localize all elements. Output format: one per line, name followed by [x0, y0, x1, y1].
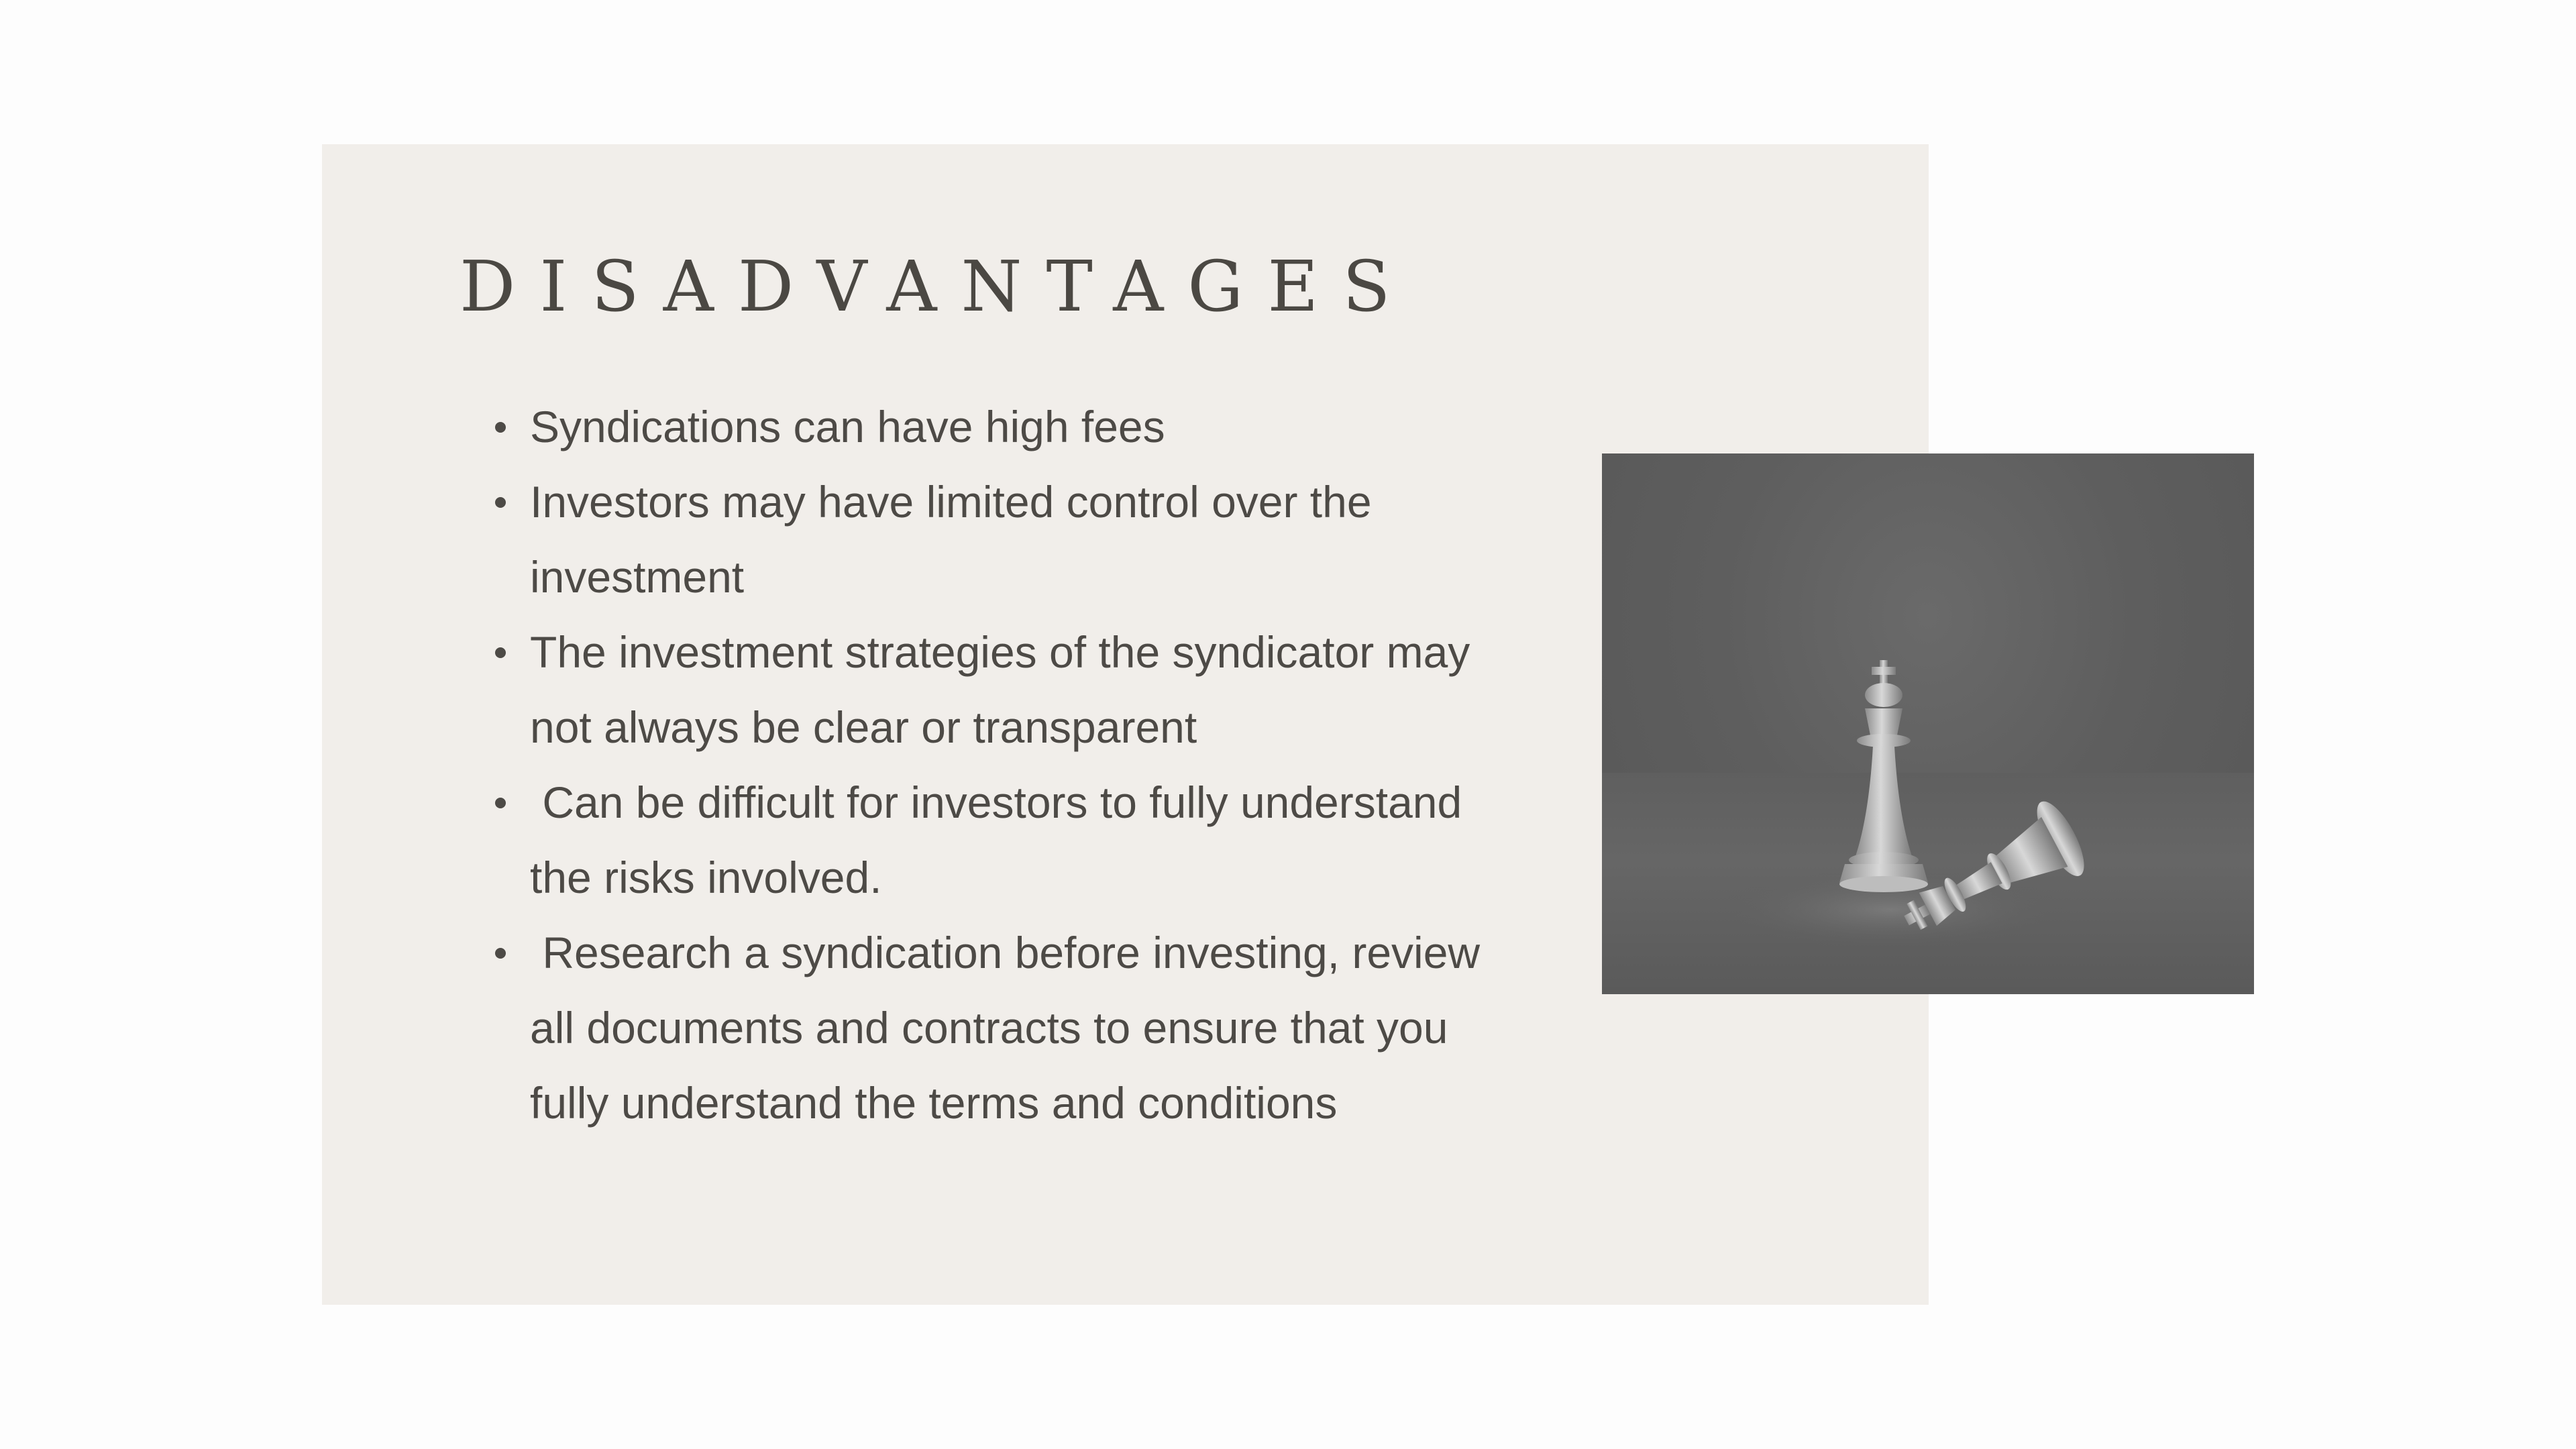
bullet-item: [530, 389, 1489, 464]
bullet-text: Can be difficult for investors to fully understand the risks involved.: [530, 777, 1474, 902]
bullet-dot-icon: [495, 422, 506, 433]
bullet-item: [530, 765, 1489, 915]
slide-title: DISADVANTAGES: [460, 246, 1415, 327]
chess-photo: [1602, 453, 2254, 994]
bullet-item: [530, 614, 1489, 765]
bullet-text: Investors may have limited control over the investment: [530, 477, 1372, 602]
bullet-text: Research a syndication before investing, review all documents and contracts to ensure that you fully understand the terms and conditions: [530, 928, 1493, 1128]
bullet-dot-icon: [495, 948, 506, 959]
chess-pieces-icon: [1602, 453, 2254, 994]
bullet-dot-icon: [495, 798, 506, 808]
standing-king-icon: [1839, 660, 1928, 892]
bullet-dot-icon: [495, 497, 506, 508]
bullet-item: [530, 915, 1493, 1140]
bullet-text: The investment strategies of the syndicator may not always be clear or transparent: [530, 627, 1470, 752]
bullet-item: [530, 464, 1489, 614]
bullet-text: Syndications can have high fees: [530, 402, 1165, 451]
bullet-dot-icon: [495, 647, 506, 658]
bullet-list: [530, 389, 1493, 1140]
